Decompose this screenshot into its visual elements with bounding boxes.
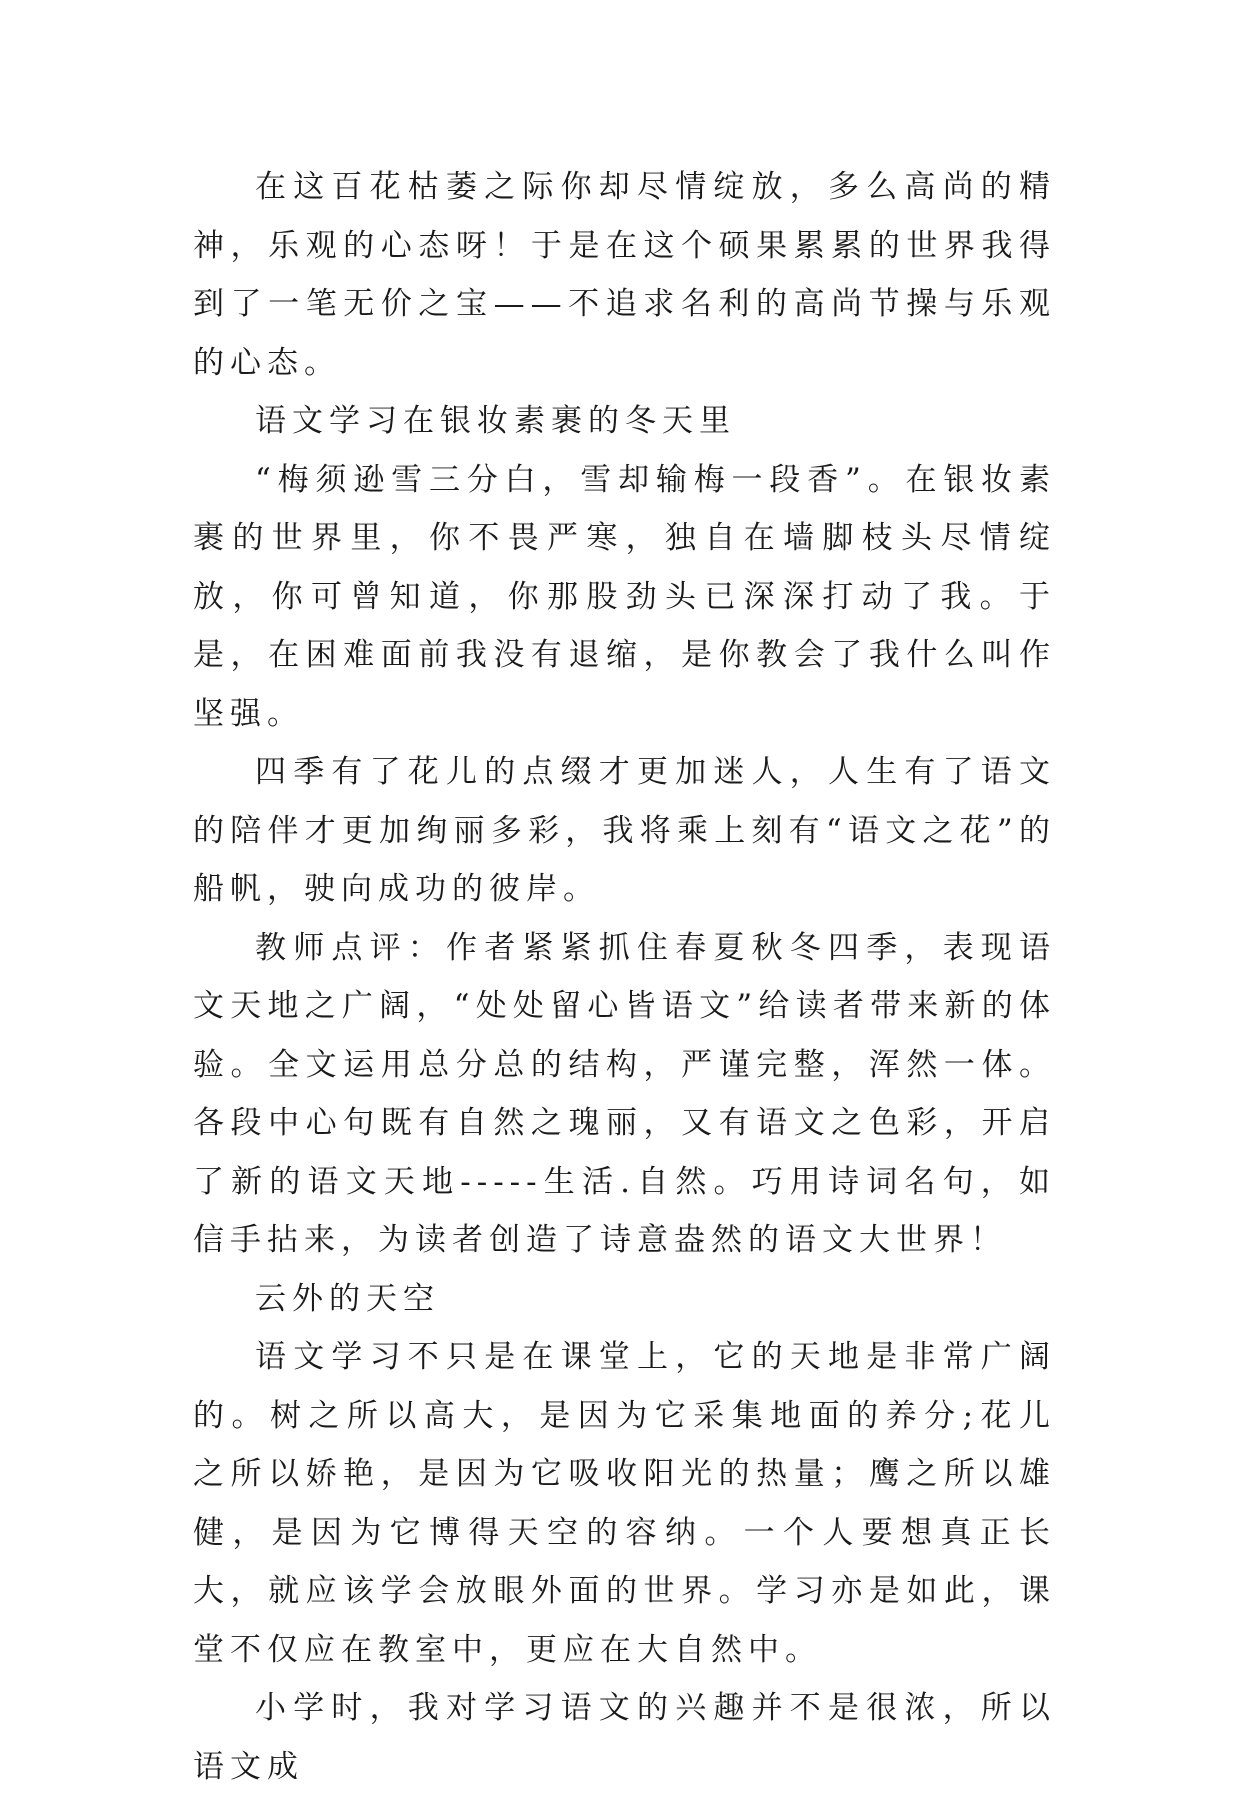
paragraph-primary-school: 小学时，我对学习语文的兴趣并不是很浓，所以语文成 — [193, 1690, 1056, 1785]
section-heading-winter: 语文学习在银妆素裹的冬天里 — [255, 403, 736, 439]
paragraph-four-seasons: 四季有了花儿的点缀才更加迷人，人生有了语文的陪伴才更加绚丽多彩，我将乘上刻有“语文之花”的船帆，驶向成功的彼岸。 — [193, 754, 1056, 907]
paragraph-autumn-flower: 在这百花枯萎之际你却尽情绽放，多么高尚的精神，乐观的心态呀！于是在这个硕果累累的世界我得到了一笔无价之宝——不追求名利的高尚节操与乐观的心态。 — [193, 169, 1056, 381]
document-body — [193, 158, 1056, 1796]
paragraph-learning-beyond-class: 语文学习不只是在课堂上，它的天地是非常广阔的。树之所以高大，是因为它采集地面的养分;花儿之所以娇艳，是因为它吸收阳光的热量；鹰之所以雄健，是因为它博得天空的容纳。一个人要想真正长大，就应该学会放眼外面的世界。学习亦是如此，课堂不仅应在教室中，更应在大自然中。 — [193, 1339, 1056, 1668]
paragraph-plum-blossom: “梅须逊雪三分白，雪却输梅一段香”。在银妆素裹的世界里，你不畏严寒，独自在墙脚枝头尽情绽放，你可曾知道，你那股劲头已深深打动了我。于是，在困难面前我没有退缩，是你教会了我什么叫作坚强。 — [193, 461, 1056, 732]
section-heading-sky: 云外的天空 — [255, 1280, 440, 1317]
paragraph-teacher-comment: 教师点评：作者紧紧抓住春夏秋冬四季，表现语文天地之广阔，“处处留心皆语文”给读者带来新的体验。全文运用总分总的结构，严谨完整，浑然一体。各段中心句既有自然之瑰丽，又有语文之色彩，开启了新的语文天地-----生活.自然。巧用诗词名句，如信手拈来，为读者创造了诗意盎然的语文大世界！ — [193, 929, 1056, 1258]
